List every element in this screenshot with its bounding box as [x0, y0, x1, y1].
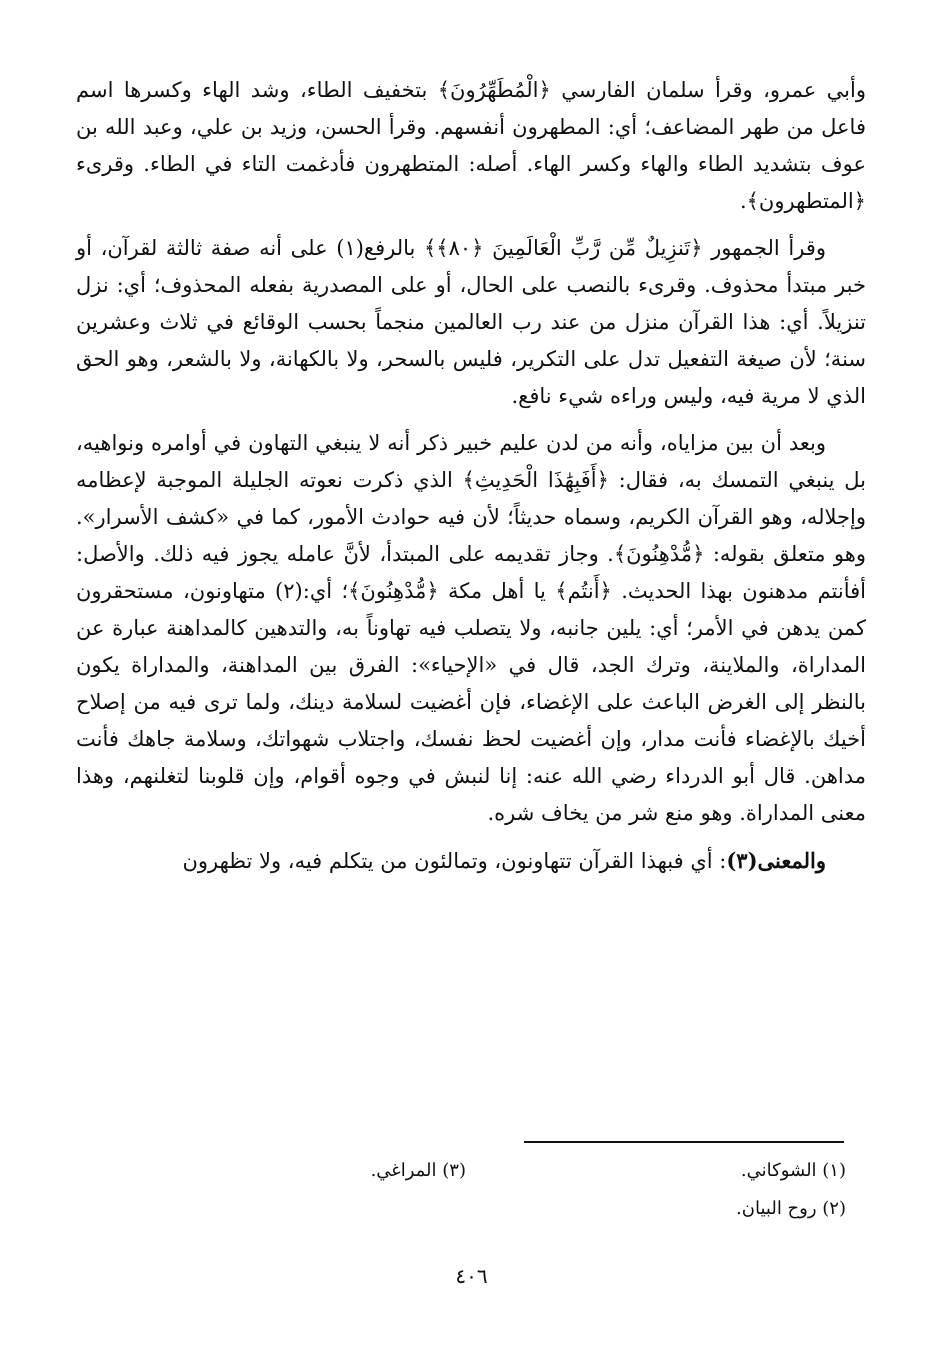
paragraph-4-lead: والمعنى(٣): [726, 848, 826, 873]
footnote-3: (٣) المراغي.: [370, 1160, 466, 1181]
paragraph-1: وأبي عمرو، وقرأ سلمان الفارسي ﴿الْمُطَهِّرُونَ﴾ بتخفيف الطاء، وشد الهاء وكسرها اسم فاعل من طهر المضاعف؛ أي: المطهرون أنفسهم. وقرأ الحسن، وزيد بن علي، وعبد الله بن عوف بتشديد الطاء والهاء وكسر الهاء. أصله: المتطهرون فأدغمت التاء في الطاء. وقرىء ﴿المتطهرون﴾.: [76, 78, 866, 213]
footnote-divider: [524, 1141, 844, 1143]
paragraph-2: وقرأ الجمهور ﴿تَنزِيلٌ مِّن رَّبِّ الْعَالَمِينَ ﴿٨٠﴾﴾ بالرفع(١) على أنه صفة ثالثة لقرآن، أو خبر مبتدأ محذوف. وقرىء بالنصب على الحال، أو على المصدرية بفعله المحذوف؛ أي: نزل تنزيلاً. أي: هذا القرآن منزل من عند رب العالمين منجماً بحسب الوقائع في ثلاث وعشرين سنة؛ لأن صيغة التفعيل تدل على التكرير، فليس بالسحر، ولا بالكهانة، ولا بالشعر، وهو الحق الذي لا مرية فيه، وليس وراءه شيء نافع.: [76, 236, 866, 408]
paragraph-4-text: : أي فبهذا القرآن تتهاونون، وتمالئون من يتكلم فيه، ولا تظهرون: [182, 849, 727, 873]
footnote-row: [76, 1152, 846, 1190]
footnote-1: (١) الشوكاني.: [740, 1160, 846, 1181]
page-number: ٤٠٦: [455, 1264, 488, 1288]
main-text: [76, 72, 866, 890]
footnotes: [76, 1152, 846, 1228]
paragraph-3: وبعد أن بين مزاياه، وأنه من لدن عليم خبير ذكر أنه لا ينبغي التهاون في أوامره ونواهيه، بل ينبغي التمسك به، فقال: ﴿أَفَبِهَٰذَا الْحَدِيثِ﴾ الذي ذكرت نعوته الجليلة الموجبة لإعظامه وإجلاله، وهو القرآن الكريم، وسماه حديثاً؛ لأن فيه حوادث الأمور، كما في «كشف الأسرار». وهو متعلق بقوله: ﴿مُّدْهِنُونَ﴾. وجاز تقديمه على المبتدأ، لأنَّ عامله يجوز فيه ذلك. والأصل: أفأنتم مدهنون بهذا الحديث. ﴿أَنتُم﴾ يا أهل مكة ﴿مُّدْهِنُونَ﴾؛ أي:(٢) متهاونون، مستحقرون كمن يدهن في الأمر؛ أي: يلين جانبه، ولا يتصلب فيه تهاوناً به، والتدهين كالمداهنة عبارة عن المداراة، والملاينة، وترك الجد، قال في «الإحياء»: الفرق بين المداهنة، والمداراة يكون بالنظر إلى الغرض الباعث على الإغضاء، فإن أغضيت لسلامة دينك، ولما ترى فيه من إصلاح أخيك بالإغضاء فأنت مدار، وإن أغضيت لحظ نفسك، واجتلاب شهواتك، وسلامة جاهك فأنت مداهن. قال أبو الدرداء رضي الله عنه: إنا لنبش في وجوه أقوام، وإن قلوبنا لتغلنهم، وهذا معنى المداراة. وهو منع شر من يخاف شره.: [76, 431, 867, 825]
footnote-2: (٢) روح البيان.: [736, 1198, 846, 1219]
paragraph-4: [76, 842, 866, 880]
footnote-row: [76, 1190, 846, 1228]
